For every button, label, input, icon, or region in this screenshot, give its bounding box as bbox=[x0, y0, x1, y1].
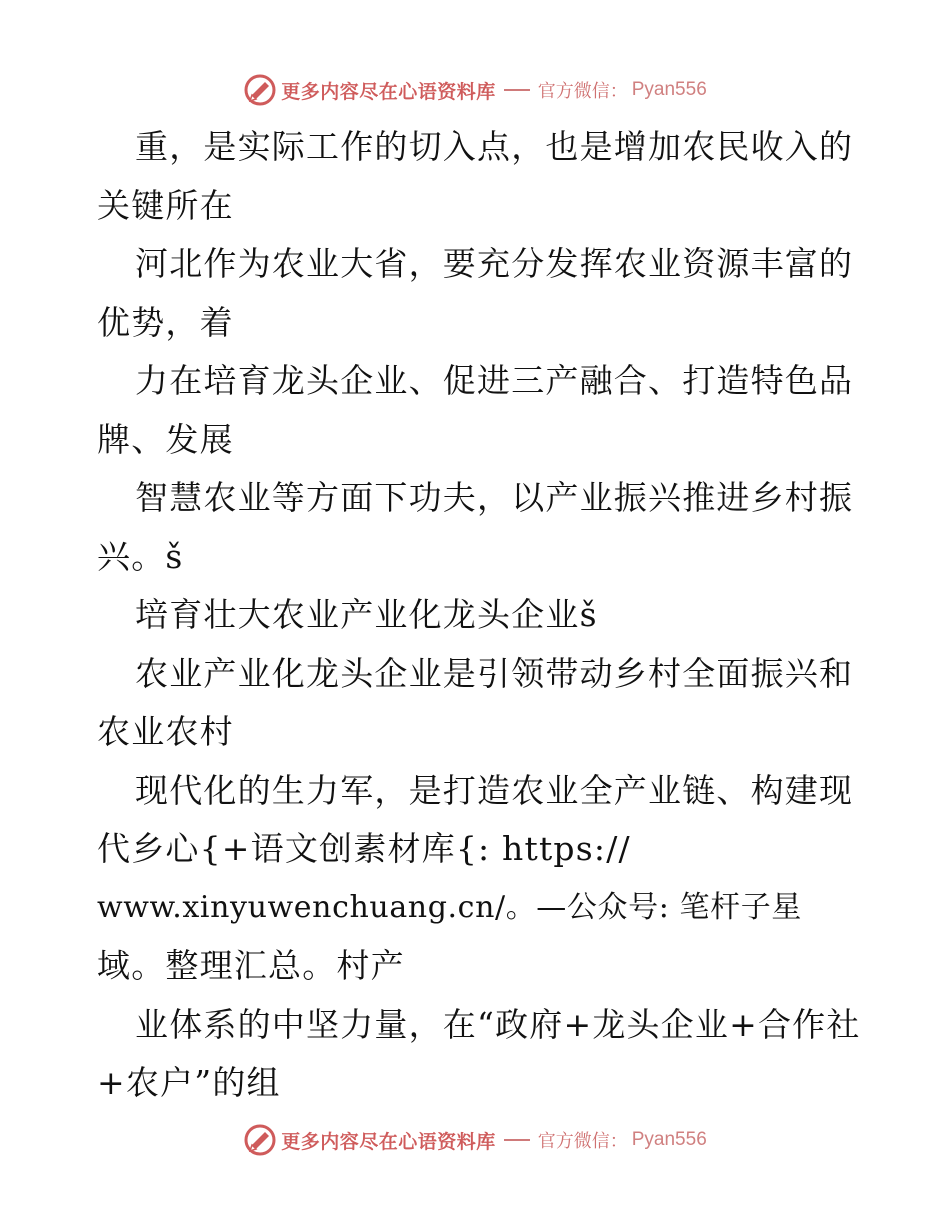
text-line: 关键所在 bbox=[97, 185, 234, 225]
watermark-wechat-id: Pyan556 bbox=[631, 79, 707, 100]
text-line: 域。整理汇总。村产 bbox=[97, 946, 405, 985]
text-line: 优势，着 bbox=[97, 302, 234, 342]
watermark-wechat-label: 官方微信： bbox=[537, 81, 628, 102]
text-line: 河北作为农业大省，要充分发挥农业资源丰富的 bbox=[135, 244, 854, 283]
watermark-content bbox=[243, 1123, 707, 1157]
text-line: 力在培育龙头企业、促进三产融合、打造特色品 bbox=[135, 361, 854, 400]
text-line: 兴。š bbox=[97, 536, 184, 576]
text-line: 业体系的中坚力量，在“政府+龙头企业+合作社 bbox=[135, 1004, 861, 1044]
watermark-wechat-id: Pyan556 bbox=[631, 1129, 707, 1150]
watermark-text: 更多内容尽在心语资料库 bbox=[281, 80, 496, 103]
text-line-url: www.xinyuwenchuang.cn/。—公众号: 笔杆子星 bbox=[97, 889, 802, 925]
pen-logo-icon bbox=[243, 1123, 277, 1157]
watermark-dash bbox=[504, 1139, 530, 1141]
text-line: 牌、发展 bbox=[97, 419, 234, 459]
watermark-content bbox=[243, 73, 707, 107]
document-body bbox=[97, 118, 861, 1113]
text-line: 重，是实际工作的切入点，也是增加农民收入的 bbox=[135, 127, 854, 166]
text-line: 培育壮大农业产业化龙头企业š bbox=[135, 595, 598, 634]
watermark-dash bbox=[504, 89, 530, 91]
watermark-banner-top bbox=[0, 70, 950, 110]
text-line: 智慧农业等方面下功夫，以产业振兴推进乡村振 bbox=[135, 478, 854, 517]
text-line: 代乡心{+语文创素材库{: https:// bbox=[97, 829, 631, 868]
watermark-banner-bottom bbox=[0, 1120, 950, 1160]
text-line: 农业农村 bbox=[97, 712, 234, 751]
pen-logo-icon bbox=[243, 73, 277, 107]
text-line: 现代化的生力军，是打造农业全产业链、构建现 bbox=[135, 770, 854, 810]
text-line: 农业产业化龙头企业是引领带动乡村全面振兴和 bbox=[135, 653, 854, 693]
watermark-wechat-label: 官方微信： bbox=[537, 1131, 628, 1152]
text-line: +农户”的组 bbox=[97, 1063, 281, 1102]
watermark-text: 更多内容尽在心语资料库 bbox=[281, 1130, 496, 1153]
